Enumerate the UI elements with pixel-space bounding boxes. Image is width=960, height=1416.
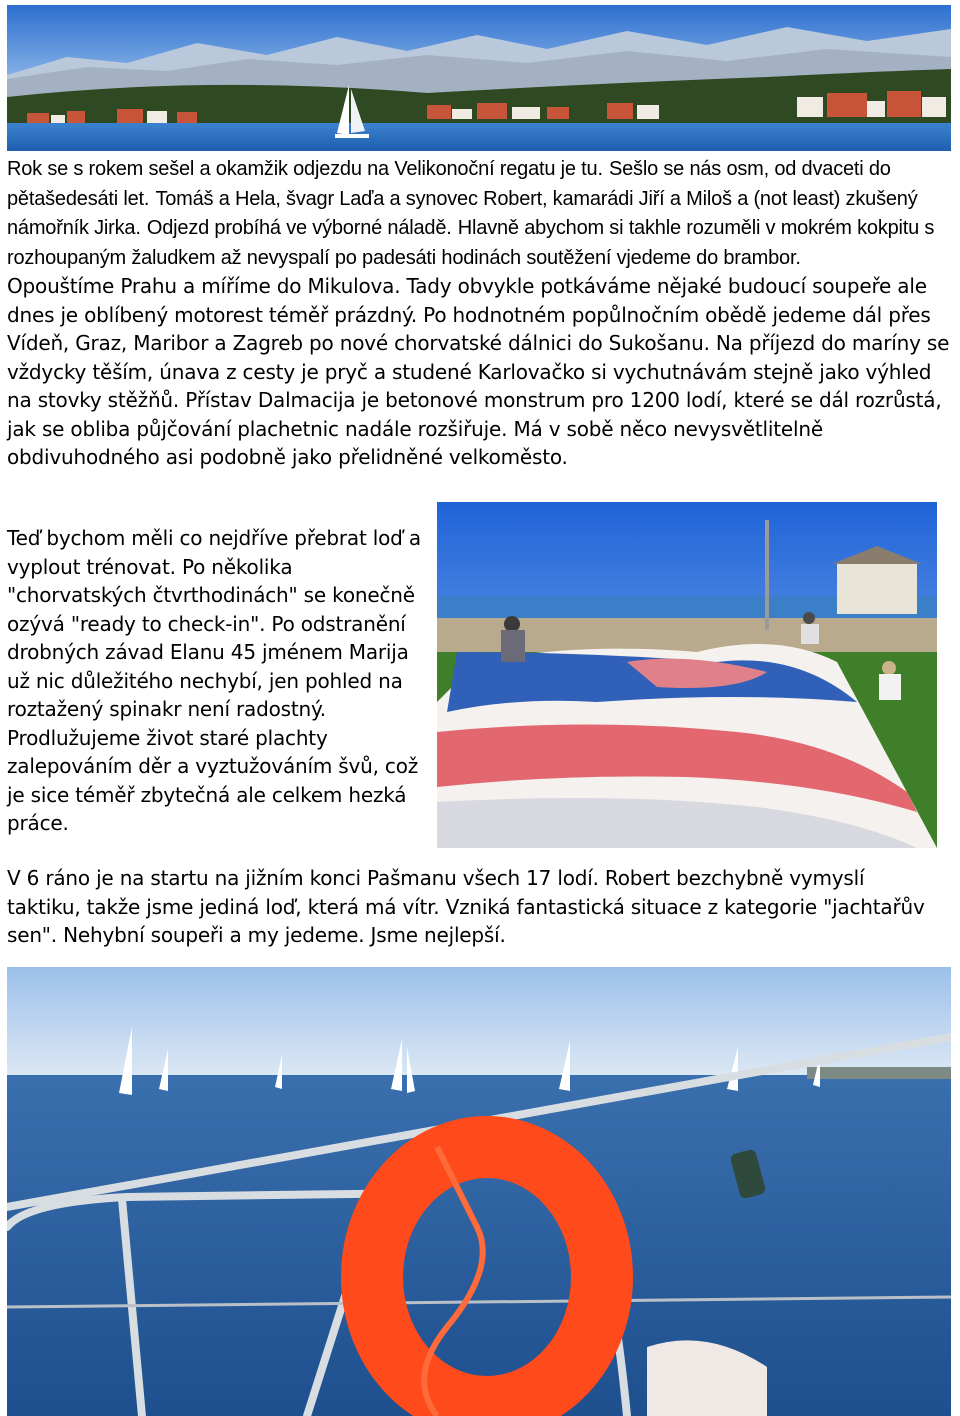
intro-sentence: Sešlo se nás osm, od dvaceti do pětašedesáti let. (7, 158, 891, 210)
checkin-paragraph (7, 524, 425, 838)
harbor-panorama-photo (7, 5, 951, 151)
intro-sentence: Rok se s rokem sešel a okamžik odjezdu na Velikonoční regatu je tu. (7, 158, 603, 180)
race-sentence: Vzniká fantastická situace z kategorie "jachtařův sen". (7, 894, 925, 947)
regatta-deck-photo (7, 967, 951, 1416)
checkin-sentence: Prodlužujeme život staré plachty zalepováním děr a vyztužováním švů, což je sice téměř zbytečná ale celkem hezká práce. (7, 725, 419, 835)
race-sentence: Robert bezchybně vymyslí taktiku, takže jsme jediná loď, která má vítr. (7, 866, 865, 919)
checkin-sentence: Po několika "chorvatských čtvrthodinách" se konečně ozývá "ready to check-in". (7, 554, 415, 636)
journey-sentence: Opouštíme Prahu a míříme do Mikulova. (7, 274, 401, 298)
intro-sentence: Odjezd probíhá ve výborné náladě. (146, 217, 452, 239)
race-sentence: Nehybní soupeři a my jedeme. (63, 923, 365, 947)
intro-sentence: Hlavně abychom si takhle rozuměli v mokrém kokpitu s rozhoupaným žaludkem až nevyspalí po padesáti hodinách soutěžení vjedeme do brambor. (7, 217, 935, 269)
journey-sentence: Má v sobě něco nevysvětlitelně obdivuhodného asi podobně jako přelidněné velkoměsto. (7, 416, 823, 469)
intro-sentence: Tomáš a Hela, švagr Laďa a synovec Robert, kamarádi Jiří a Miloš a (not least) zkušený námořník Jirka. (7, 187, 918, 239)
journey-sentence: Přístav Dalmacija je betonové monstrum pro 1200 lodí, které se dál rozrůstá, jak se obliba půjčování plachetnic nadále rozšiřuje. (7, 388, 942, 441)
race-start-paragraph (7, 864, 937, 950)
journey-sentence: Na příjezd do maríny se vždycky těším, únava z cesty je pryč a studené Karlovačko si vychutnávám stejně jako výhled na stovky stěžňů. (7, 331, 950, 412)
article-intro (7, 154, 957, 472)
checkin-sentence: Po odstranění drobných závad Elanu 45 jménem Marija už nic důležitého nechybí, jen pohled na roztažený spinakr není radostný. (7, 611, 409, 721)
spinnaker-repair-photo (437, 502, 937, 848)
checkin-sentence: Teď bychom měli co nejdříve přebrat loď a vyplout trénovat. (7, 526, 421, 579)
race-sentence: Jsme nejlepší. (370, 923, 506, 947)
journey-sentence: Tady obvykle potkáváme nějaké budoucí soupeře ale dnes je oblíbený motorest téměř prázdný. (7, 274, 927, 327)
race-sentence: V 6 ráno je na startu na jižním konci Pašmanu všech 17 lodí. (7, 866, 599, 890)
journey-sentence: Po hodnotném popůlnočním obědě jedeme dál přes Vídeň, Graz, Maribor a Zagreb po nové chorvatské dálnici do Sukošanu. (7, 302, 931, 355)
